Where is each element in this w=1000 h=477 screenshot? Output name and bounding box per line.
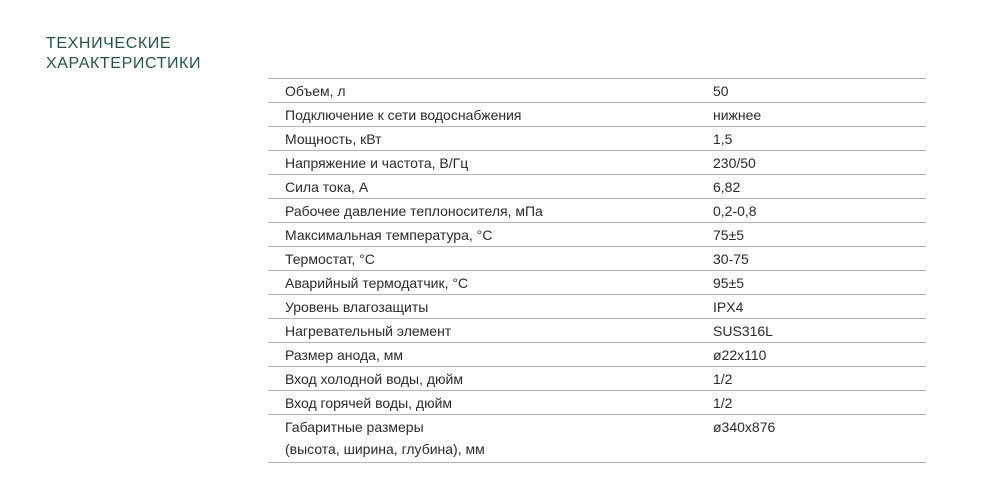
spec-row-volume <box>268 79 926 103</box>
spec-value: нижнее <box>713 106 762 123</box>
spec-name: Подключение к сети водоснабжения <box>285 106 522 123</box>
spec-value: 50 <box>713 82 729 99</box>
spec-value: 1/2 <box>713 394 733 411</box>
spec-row-power <box>268 127 926 151</box>
spec-value: ø340x876 <box>713 419 776 435</box>
spec-name: Размер анода, мм <box>285 346 403 363</box>
spec-name: Вход холодной воды, дюйм <box>285 370 463 387</box>
spec-row-hot-water-inlet <box>268 391 926 415</box>
spec-row-anode-size <box>268 343 926 367</box>
spec-name: Мощность, кВт <box>285 130 382 147</box>
spec-value: 6,82 <box>713 178 741 195</box>
spec-name: Напряжение и частота, В/Гц <box>285 154 469 171</box>
spec-row-connection <box>268 103 926 127</box>
spec-name: Аварийный термодатчик, °С <box>285 274 469 291</box>
spec-name <box>268 415 713 463</box>
spec-row-dimensions <box>268 415 926 463</box>
spec-row-current <box>268 175 926 199</box>
spec-name-line-2: (высота, ширина, глубина), мм <box>285 441 485 457</box>
spec-value: 1/2 <box>713 370 733 387</box>
section-heading-line-2: ХАРАКТЕРИСТИКИ <box>46 55 202 72</box>
spec-row-emergency-sensor <box>268 271 926 295</box>
spec-name: Сила тока, А <box>285 178 369 195</box>
spec-value: 1,5 <box>713 130 733 147</box>
spec-row-heating-element <box>268 319 926 343</box>
spec-row-max-temperature <box>268 223 926 247</box>
spec-name: Вход горячей воды, дюйм <box>285 394 453 411</box>
spec-name: Термостат, °С <box>285 250 375 267</box>
section-heading <box>46 34 246 74</box>
spec-value: 75±5 <box>713 226 745 243</box>
spec-value: 230/50 <box>713 154 756 171</box>
spec-row-thermostat <box>268 247 926 271</box>
spec-name: Максимальная температура, °С <box>285 226 493 243</box>
section-heading-line-1: ТЕХНИЧЕСКИЕ <box>46 35 172 52</box>
spec-value: 95±5 <box>713 274 745 291</box>
spec-value: 0,2-0,8 <box>713 202 757 219</box>
spec-name: Рабочее давление теплоносителя, мПа <box>285 202 543 219</box>
spec-name: Уровень влагозащиты <box>285 298 429 315</box>
spec-name: Объем, л <box>285 82 346 99</box>
specs-table <box>268 78 926 463</box>
spec-name: Нагревательный элемент <box>285 322 452 339</box>
spec-row-protection <box>268 295 926 319</box>
spec-name-line-1: Габаритные размеры <box>285 419 424 435</box>
spec-row-pressure <box>268 199 926 223</box>
spec-row-voltage <box>268 151 926 175</box>
spec-value: SUS316L <box>713 322 773 339</box>
spec-row-cold-water-inlet <box>268 367 926 391</box>
spec-value: IPX4 <box>713 298 744 315</box>
spec-value: 30-75 <box>713 250 749 267</box>
spec-value: ø22x110 <box>713 346 767 363</box>
